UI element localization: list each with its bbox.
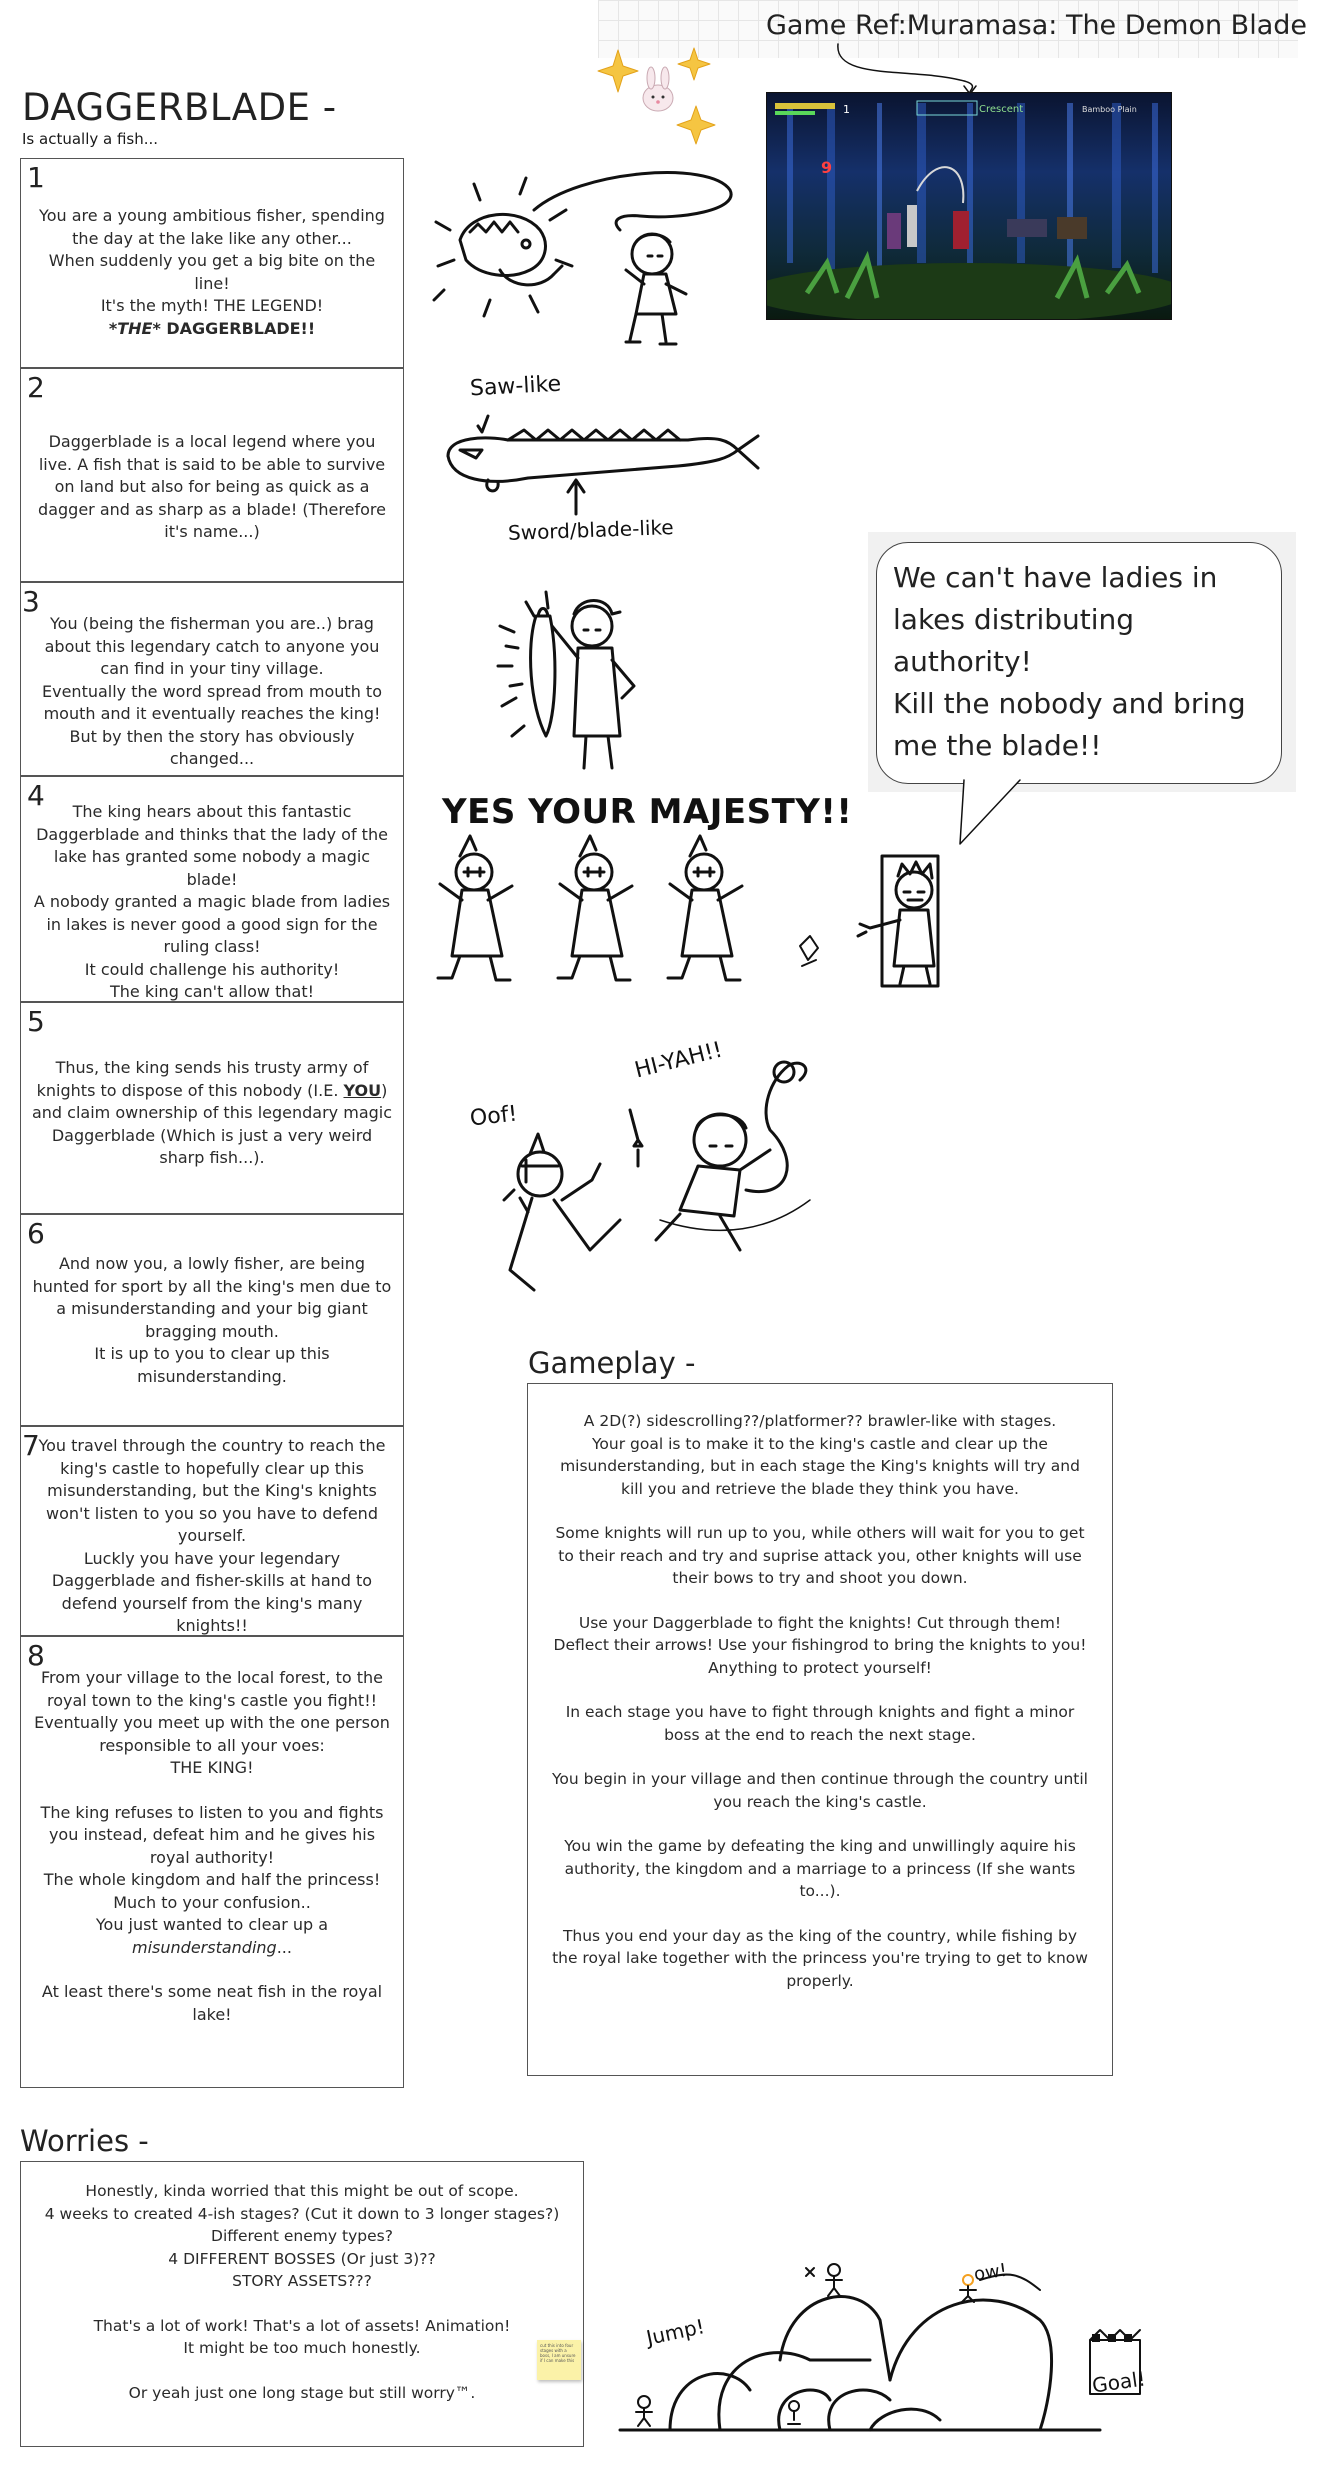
page-title: DAGGERBLADE -: [22, 86, 337, 129]
bragging-fisher-doodle: [496, 586, 686, 776]
speech-bubble-text: [893, 557, 1267, 767]
label-goal: Goal!: [1090, 2366, 1147, 2398]
panel-number: 6: [27, 1217, 45, 1250]
italic-word: misunderstanding: [132, 1937, 277, 1957]
worries-line: It might be too much honestly.: [183, 2339, 421, 2357]
label-saw-like: Saw-like: [469, 371, 562, 402]
speech-line: We can't have ladies in: [893, 561, 1218, 594]
gameplay-paragraph: [550, 1925, 1090, 1993]
spacer: [31, 1780, 393, 1802]
italic-tail: ...: [276, 1937, 292, 1957]
worries-box: [20, 2161, 584, 2447]
panel-text: [31, 205, 393, 340]
panel-line: You (being the fisherman you are..) brag about this legendary catch to anyone you can find in your tiny village.: [44, 614, 380, 678]
panel-line-pre: Thus, the king sends his trusty army of knights to dispose of this nobody (I.E.: [36, 1058, 369, 1100]
fish-catch-doodle: [430, 170, 760, 360]
panel-line: The king refuses to listen to you and fights you instead, defeat him and he gives his royal authority!: [40, 1802, 384, 1867]
gameplay-paragraph: [550, 1522, 1090, 1590]
panel-line: The king can't allow that!: [110, 982, 314, 1001]
worries-text: [37, 2180, 567, 2426]
svg-text:1: 1: [843, 103, 850, 116]
panel-line: You travel through the country to reach the king's castle to hopefully clear up this misunderstanding, but the King's knights won't listen to you so you have to defend yourself.: [38, 1436, 386, 1545]
speech-line: Kill the nobody and bring: [893, 687, 1246, 720]
speech-line: authority!: [893, 645, 1032, 678]
level-layout-sketch: [620, 2240, 1180, 2450]
panel-line: It is up to you to clear up this misunderstanding.: [94, 1344, 330, 1386]
speech-line: lakes distributing: [893, 603, 1135, 636]
panel-line: The king hears about this fantastic Daggerblade and thinks that the lady of the lake has granted some nobody a magic blade!: [36, 802, 388, 889]
panel-line: A nobody granted a magic blade from ladies in lakes is never good a good sign for the ruling class!: [33, 892, 391, 956]
story-panel-3: [20, 582, 404, 776]
panel-line: [31, 1937, 393, 1960]
panel-text: [31, 1667, 393, 2026]
story-panel-2: [20, 368, 404, 582]
label-ow: ow!: [972, 2259, 1009, 2286]
speech-line: me the blade!!: [893, 729, 1102, 762]
worries-line: Honestly, kinda worried that this might be out of scope.: [85, 2182, 519, 2200]
gameplay-text: [550, 1410, 1090, 2014]
panel-line: [31, 1057, 393, 1170]
panel-line: But by then the story has obviously changed...: [69, 726, 355, 768]
panel-line: And now you, a lowly fisher, are being hunted for sport by all the king's men due to a misunderstanding and your big giant bragging mouth.: [32, 1254, 392, 1341]
panel-line: From your village to the local forest, to the royal town to the king's castle you fight!!: [40, 1668, 384, 1710]
story-panel-6: [20, 1214, 404, 1426]
worries-line: STORY ASSETS???: [232, 2272, 372, 2290]
panel-number: 5: [27, 1005, 45, 1038]
story-panel-8: [20, 1636, 404, 2088]
worries-heading: Worries -: [20, 2124, 149, 2158]
label-sword-blade-like: Sword/blade-like: [507, 515, 674, 545]
worries-line: Different enemy types?: [211, 2227, 393, 2245]
emphasis-rest: DAGGERBLADE!!: [160, 318, 316, 338]
svg-text:Crescent: Crescent: [979, 104, 1024, 115]
label-jump: Jump!: [644, 2314, 707, 2350]
gameplay-line: Your goal is to make it to the king's castle and clear up the misunderstanding, but in each stage the King's knights will try and kill you and retrieve the blade they think you have.: [560, 1434, 1080, 1498]
panel-line: Much to your confusion..: [113, 1892, 311, 1912]
panel-number: 3: [22, 585, 40, 618]
story-panel-7: [20, 1426, 404, 1636]
panel-line: You are a young ambitious fisher, spending the day at the lake like any other...: [39, 206, 385, 248]
panel-line: It's the myth! THE LEGEND!: [100, 296, 324, 315]
panel-text: [31, 613, 393, 771]
sparkle-bunny-emoji: [596, 44, 726, 144]
svg-text:9: 9: [821, 158, 833, 177]
shout-text: YES YOUR MAJESTY!!: [442, 792, 853, 832]
panel-line: At least there's some neat fish in the royal lake!: [41, 1982, 383, 2024]
gameplay-paragraph: [550, 1701, 1090, 1746]
panel-number: 4: [27, 779, 45, 812]
knights-and-king-doodle: [430, 836, 1000, 996]
gameplay-paragraph: [550, 1835, 1090, 1903]
panel-text: [31, 1435, 393, 1638]
gameplay-paragraph: [550, 1768, 1090, 1813]
spacer: [31, 1959, 393, 1981]
story-panel-5: [20, 1002, 404, 1214]
gameplay-line: In each stage you have to fight through knights and fight a minor boss at the end to reach the next stage.: [565, 1703, 1075, 1744]
gameplay-line: You win the game by defeating the king and unwillingly aquire his authority, the kingdom and a marriage to a princess (If she wants to...).: [564, 1837, 1076, 1900]
panel-number: 2: [27, 371, 45, 404]
label-oof: Oof!: [468, 1101, 519, 1132]
game-ref-arrow: [830, 40, 1010, 100]
worries-paragraph: [37, 2315, 567, 2360]
gameplay-paragraph: [550, 1612, 1090, 1680]
panel-text: [31, 1057, 393, 1170]
panel-line: Eventually you meet up with the one person responsible to all your voes:: [34, 1713, 390, 1755]
worries-line: Or yeah just one long stage but still worry™.: [128, 2383, 476, 2402]
worries-line: 4 weeks to created 4-ish stages? (Cut it down to 3 longer stages?): [44, 2204, 560, 2223]
panel-line-post: ) and claim ownership of this legendary magic Daggerblade (Which is just a very weird sharp fish...).: [31, 1080, 393, 1167]
panel-line: Luckly you have your legendary Daggerblade and fisher-skills at hand to defend yourself from the king's many knights!!: [51, 1548, 373, 1635]
label-hiyah: HI-YAH!!: [632, 1037, 726, 1084]
gameplay-box: [527, 1383, 1113, 2076]
worries-paragraph: [37, 2180, 567, 2293]
gameplay-line: You begin in your village and then continue through the country until you reach the king's castle.: [552, 1770, 1088, 1811]
panel-line: THE KING!: [170, 1758, 254, 1777]
panel-text: [31, 431, 393, 544]
worries-line: That's a lot of work! That's a lot of assets! Animation!: [93, 2316, 511, 2335]
fight-scene-doodle: [470, 1050, 850, 1300]
panel-line: The whole kingdom and half the princess!: [43, 1870, 381, 1889]
story-panel-1: [20, 158, 404, 368]
gameplay-line: Thus you end your day as the king of the country, while fishing by the royal lake together with the princess you're trying to get to know properly.: [552, 1926, 1088, 1990]
game-ref-label: Game Ref:Muramasa: The Demon Blade: [766, 10, 1307, 41]
panel-line: You just wanted to clear up a: [95, 1915, 329, 1934]
panel-text: [31, 801, 393, 1004]
you-emphasis: YOU: [343, 1080, 382, 1100]
sticky-note[interactable]: [537, 2340, 581, 2380]
game-screenshot-art: [767, 93, 1171, 319]
svg-text:Bamboo Plain: Bamboo Plain: [1082, 105, 1137, 114]
gameplay-paragraph: [550, 1410, 1090, 1500]
king-speech-bubble: [876, 542, 1282, 784]
gameplay-line: A 2D(?) sidescrolling??/platformer?? brawler-like with stages.: [583, 1412, 1057, 1430]
gameplay-heading: Gameplay -: [528, 1346, 696, 1380]
panel-line: Eventually the word spread from mouth to mouth and it eventually reaches the king!: [42, 681, 382, 723]
panel-line: Daggerblade is a local legend where you live. A fish that is said to be able to survive on land but also for being as quick as a dagger and as sharp as a blade! (Therefore it's name...): [38, 432, 386, 541]
worries-line: 4 DIFFERENT BOSSES (Or just 3)??: [168, 2249, 436, 2268]
panel-number: 7: [22, 1429, 40, 1462]
panel-line: It could challenge his authority!: [84, 959, 340, 979]
panel-number: 1: [27, 161, 45, 194]
gameplay-line: Some knights will run up to you, while others will wait for you to get to their reach and try and suprise attack you, other knights will use their bows to try and shoot you down.: [555, 1524, 1085, 1587]
page-subtitle: Is actually a fish...: [22, 130, 159, 148]
worries-paragraph: [37, 2382, 567, 2405]
gameplay-line: Use your Daggerblade to fight the knights! Cut through them! Deflect their arrows! Use your fishingrod to bring the knights to you!: [553, 1613, 1087, 1654]
panel-line: When suddenly you get a big bite on the line!: [48, 251, 376, 293]
game-screenshot: [766, 92, 1172, 320]
sticky-note-text: cut this into four stages with a boss, I am unsure if I can make this: [540, 2343, 576, 2363]
emphasis-prefix: *THE*: [108, 318, 161, 338]
panel-number: 8: [27, 1639, 45, 1672]
panel-text: [31, 1253, 393, 1388]
story-panel-4: [20, 776, 404, 1002]
panel-emphasis: [31, 318, 393, 341]
gameplay-line: Anything to protect yourself!: [708, 1658, 932, 1677]
